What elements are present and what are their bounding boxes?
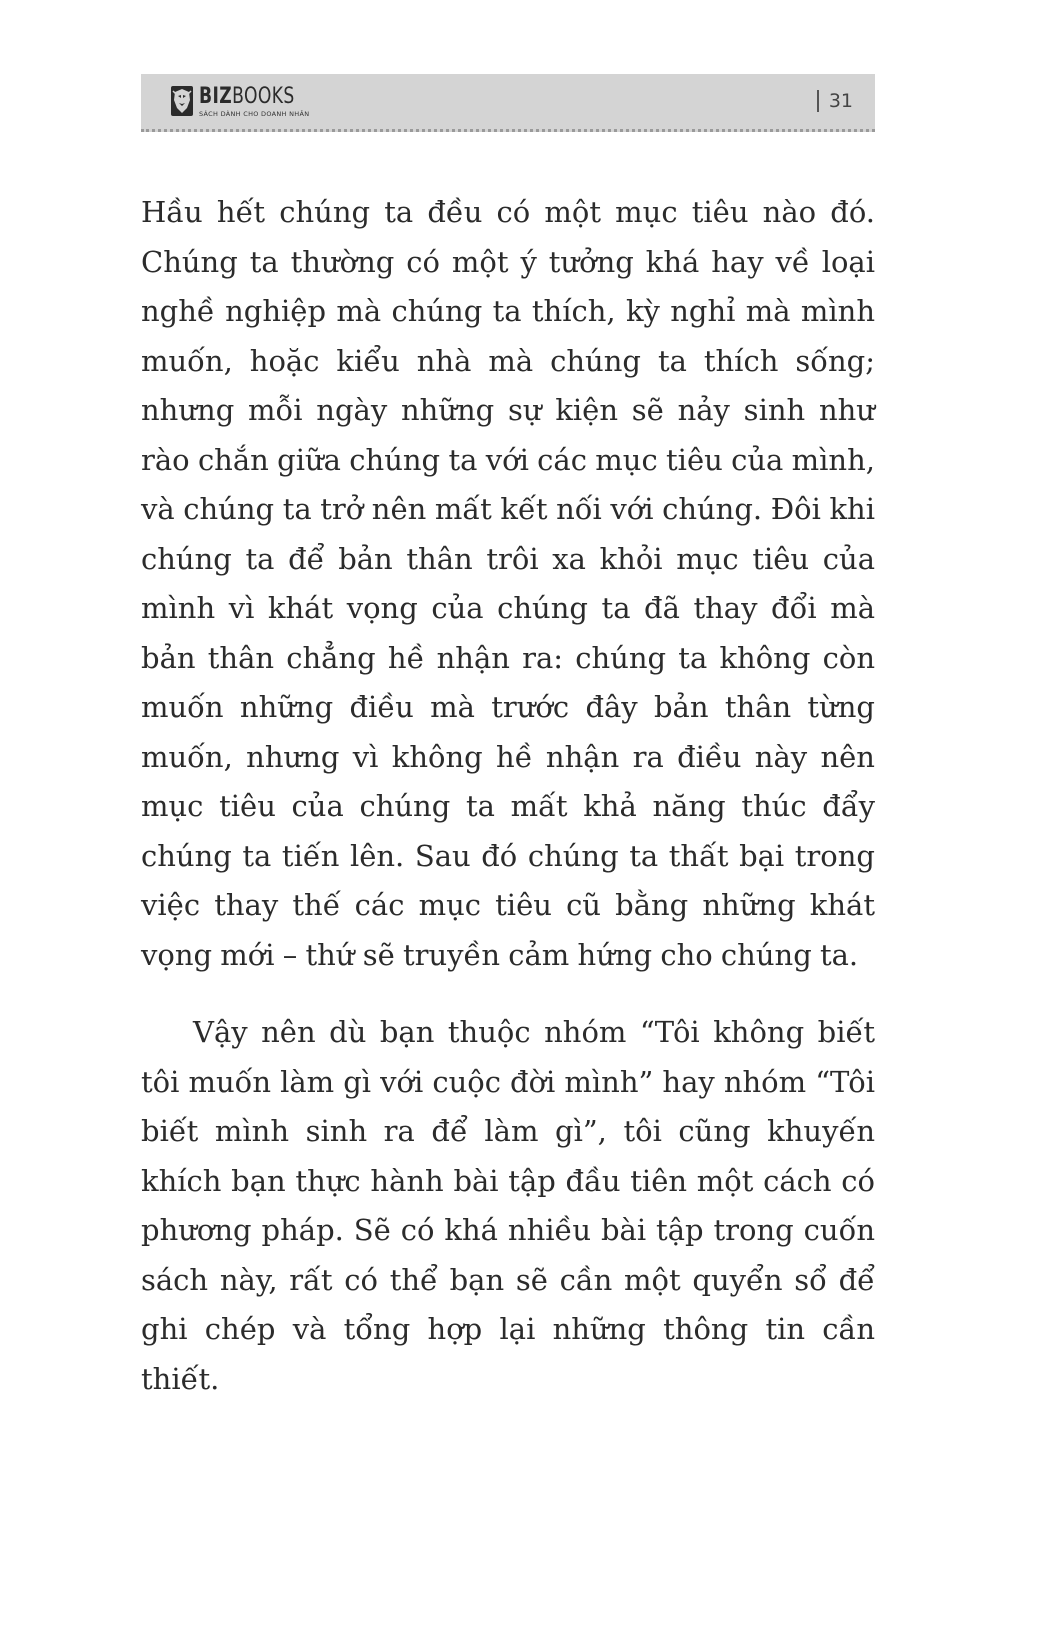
- page-number-area: [817, 90, 853, 112]
- page-body: [141, 188, 875, 1404]
- bizbooks-logo: [171, 86, 322, 118]
- page-number: 31: [828, 90, 853, 112]
- page-header: [141, 74, 875, 132]
- paragraph-1: Hầu hết chúng ta đều có một mục tiêu nào đó. Chúng ta thường có một ý tưởng khá hay về loại nghề nghiệp mà chúng ta thích, kỳ nghỉ mà mình muốn, hoặc kiểu nhà mà chúng ta thích sống; nhưng mỗi ngày những sự kiện sẽ nảy sinh như rào chắn giữa chúng ta với các mục tiêu của mình, và chúng ta trở nên mất kết nối với chúng. Đôi khi chúng ta để bản thân trôi xa khỏi mục tiêu của mình vì khát vọng của chúng ta đã thay đổi mà bản thân chẳng hề nhận ra: chúng ta không còn muốn những điều mà trước đây bản thân từng muốn, nhưng vì không hề nhận ra điều này nên mục tiêu của chúng ta mất khả năng thúc đẩy chúng ta tiến lên. Sau đó chúng ta thất bại trong việc thay thế các mục tiêu cũ bằng những khát vọng mới – thứ sẽ truyền cảm hứng cho chúng ta.: [141, 195, 875, 972]
- brand-name-bold: BIZ: [199, 84, 233, 109]
- page-number-divider: [817, 90, 819, 112]
- brand-name-regular: BOOKS: [232, 84, 295, 109]
- paragraph-2: Vậy nên dù bạn thuộc nhóm “Tôi không biết tôi muốn làm gì với cuộc đời mình” hay nhóm “Tôi biết mình sinh ra để làm gì”, tôi cũng khuyến khích bạn thực hành bài tập đầu tiên một cách có phương pháp. Sẽ có khá nhiều bài tập trong cuốn sách này, rất có thể bạn sẽ cần một quyển sổ để ghi chép và tổng hợp lại những thông tin cần thiết.: [141, 1015, 875, 1396]
- brand-name: [199, 86, 295, 108]
- brand-tagline: SÁCH DÀNH CHO DOANH NHÂN: [199, 110, 310, 118]
- lion-head-icon: [171, 86, 193, 116]
